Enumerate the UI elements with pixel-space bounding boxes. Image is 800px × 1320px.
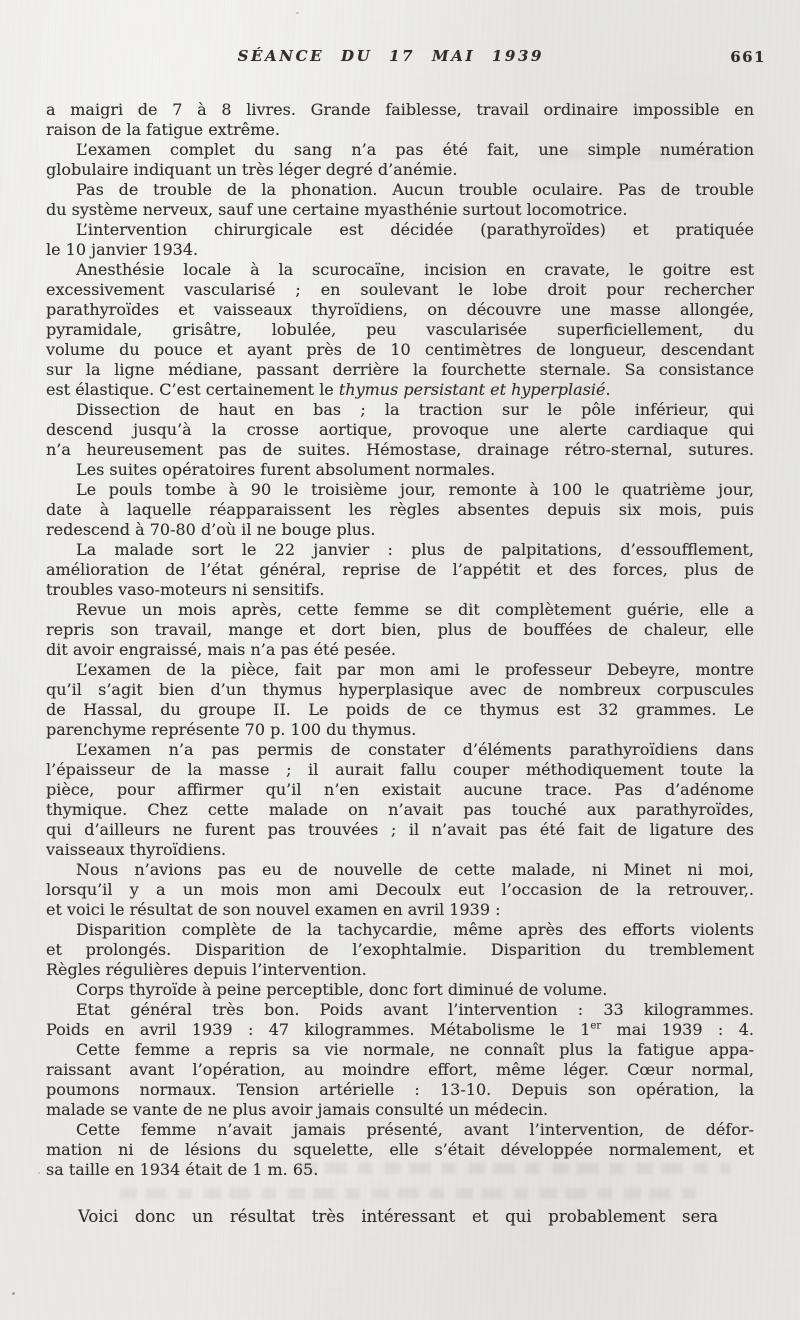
text-line: Cette femme n’avait jamais présenté, avant l’intervention, de défor- [76,1120,754,1139]
text-line: Anesthésie locale à la scurocaïne, incision en cravate, le goitre est [76,260,754,279]
text-line: malade se vante de ne plus avoir jamais consulté un médecin. [46,1100,549,1119]
text-line: vaisseaux thyroïdiens. [46,840,227,859]
paragraph [46,400,754,460]
text-line: mation ni de lésions du squelette, elle s’était développée normalement, et [46,1140,754,1159]
paragraph [46,460,754,480]
text-line: n’a heureusement pas de suites. Hémostase, drainage rétro-sternal, sutures. [46,440,754,459]
paragraph [46,220,754,260]
text-line: raissant avant l’opération, au moindre effort, même léger. Cœur normal, [46,1060,754,1079]
text-line: Corps thyroïde à peine perceptible, donc fort diminué de volume. [76,980,608,999]
bleedthrough-artifact [120,1188,700,1199]
text-line: Le pouls tombe à 90 le troisième jour, remonte à 100 le quatrième jour, [76,480,754,499]
text-line: sur la ligne médiane, passant derrière la fourchette sternale. Sa consistance [46,360,754,379]
text-line [46,380,754,400]
text-segment: est élastique. C’est certainement le [46,380,339,399]
paragraph [46,540,754,600]
text-segment: mai 1939 : 4. [601,1020,754,1039]
text-line: pièce, pour affirmer qu’il n’en existait aucune trace. Pas d’adénome [46,780,754,799]
text-line: repris son travail, mange et dort bien, plus de bouffées de chaleur, elle [46,620,754,639]
page-title: SÉANCE DU 17 MAI 1939 [237,47,545,65]
paragraph [46,100,754,140]
page-number: 661 [730,48,766,66]
paragraph [46,860,754,920]
text-line: Cette femme a repris sa vie normale, ne connaît plus la fatigue appa- [76,1040,754,1059]
paragraph [46,260,754,400]
superscript-text: er [590,1020,602,1032]
text-line: La malade sort le 22 janvier : plus de palpitations, d’essoufflement, [76,540,754,559]
text-line [46,1020,754,1040]
text-line: poumons normaux. Tension artérielle : 13-10. Depuis son opération, la [46,1080,754,1099]
text-line: Règles régulières depuis l’intervention. [46,960,367,979]
text-line: L’examen n’a pas permis de constater d’éléments parathyroïdiens dans [76,740,754,759]
text-line: lorsqu’il y a un mois mon ami Decoulx eut l’occasion de la retrouver,. [46,880,754,899]
text-line: L’intervention chirurgicale est décidée (parathyroïdes) et pratiquée [76,220,754,239]
text-line: qui d’ailleurs ne furent pas trouvées ; il n’avait pas été fait de ligature des [46,820,754,839]
text-line: Les suites opératoires furent absolument normales. [76,460,496,479]
paragraph [46,980,754,1000]
text-line: L’examen de la pièce, fait par mon ami le professeur Debeyre, montre [76,660,754,679]
text-line: Revue un mois après, cette femme se dit complètement guérie, elle a [76,600,754,619]
text-line: raison de la fatigue extrême. [46,120,280,139]
paragraph [46,140,754,180]
text-line: l’épaisseur de la masse ; il aurait fallu couper méthodiquement toute la [46,760,754,779]
text-line: troubles vaso-moteurs ni sensitifs. [46,580,325,599]
text-line: Nous n’avions pas eu de nouvelle de cette malade, ni Minet ni moi, [76,860,754,879]
text-line: pyramidale, grisâtre, lobulée, peu vascularisée superficiellement, du [46,320,754,339]
paragraph [46,180,754,220]
paragraph [46,920,754,980]
text-block [46,100,754,1180]
text-line: excessivement vascularisé ; en soulevant le lobe droit pour rechercher [46,280,754,299]
text-line: globulaire indiquant un très léger degré d’anémie. [46,160,458,179]
text-line: Pas de trouble de la phonation. Aucun trouble oculaire. Pas de trouble [76,180,754,199]
italic-text: thymus persistant et hyperplasié [338,380,606,399]
paragraph [46,600,754,660]
paragraph [46,1000,754,1040]
text-line: descend jusqu’à la crosse aortique, provoque une alerte cardiaque qui [46,420,754,439]
paragraph [46,740,754,860]
text-line: et prolongés. Disparition de l’exophtalmie. Disparition du tremblement [46,940,754,959]
scan-speck [12,1292,15,1295]
text-line: du système nerveux, sauf une certaine myasthénie surtout locomotrice. [46,200,628,219]
paragraph [46,480,754,540]
paragraph [46,1120,754,1180]
closing-line: Voici donc un résultat très intéressant et qui probablement sera [78,1207,718,1226]
text-line: volume du pouce et ayant près de 10 centimètres de longueur, descendant [46,340,754,359]
text-line: Disparition complète de la tachycardie, même après des efforts violents [76,920,754,939]
text-line: parathyroïdes et vaisseaux thyroïdiens, on découvre une masse allongée, [46,300,754,319]
scan-speck [296,12,299,14]
paragraph [46,1040,754,1120]
text-line: le 10 janvier 1934. [46,240,199,259]
text-line: amélioration de l’état général, reprise de l’appétit et des forces, plus de [46,560,754,579]
text-line: thymique. Chez cette malade on n’avait pas touché aux parathyroïdes, [46,800,754,819]
text-line: date à laquelle réapparaissent les règles absentes depuis six mois, puis [46,500,754,519]
text-line: dit avoir engraissé, mais n’a pas été pesée. [46,640,396,659]
text-line: Dissection de haut en bas ; la traction sur le pôle inférieur, qui [76,400,754,419]
text-line: sa taille en 1934 était de 1 m. 65. [46,1160,319,1179]
text-segment: . [605,380,611,399]
text-line: a maigri de 7 à 8 livres. Grande faiblesse, travail ordinaire impossible en [46,100,754,119]
text-line: parenchyme représente 70 p. 100 du thymus. [46,720,417,739]
running-head [0,47,800,69]
text-line: qu’il s’agit bien d’un thymus hyperplasique avec de nombreux corpuscules [46,680,754,699]
scan-speck [38,1172,40,1174]
text-line: L’examen complet du sang n’a pas été fait, une simple numération [76,140,754,159]
text-line: redescend à 70-80 d’où il ne bouge plus. [46,520,376,539]
text-line: de Hassal, du groupe II. Le poids de ce thymus est 32 grammes. Le [46,700,754,719]
paragraph [46,660,754,740]
text-segment: Poids en avril 1939 : 47 kilogrammes. Métabolisme le 1 [46,1020,591,1039]
text-line: Etat général très bon. Poids avant l’intervention : 33 kilogrammes. [76,1000,754,1019]
text-line: et voici le résultat de son nouvel examen en avril 1939 : [46,900,501,919]
